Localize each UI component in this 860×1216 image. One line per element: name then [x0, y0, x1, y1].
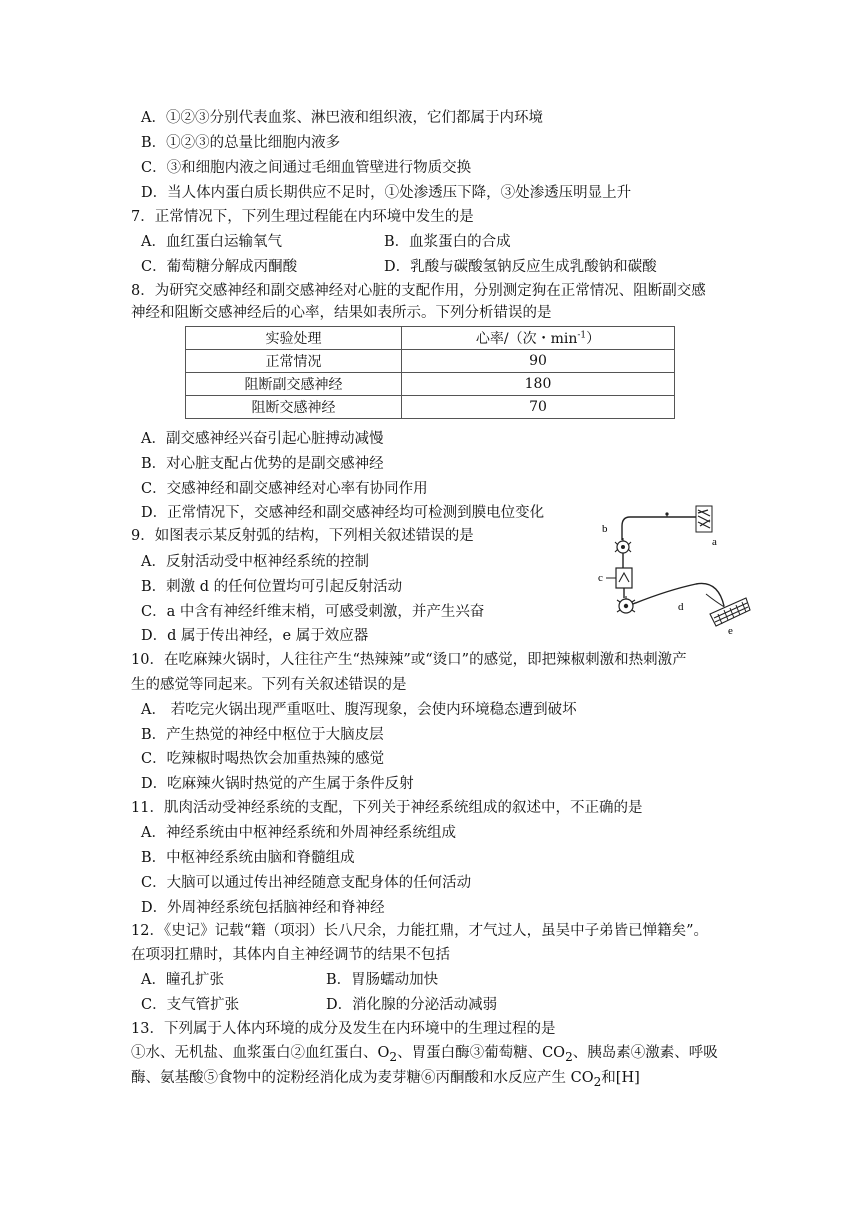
q8-stem-line2: 神经和阻断交感神经后的心率，结果如表所示。下列分析错误的是 [131, 305, 552, 321]
q6-option-a: A．①②③分别代表血浆、淋巴液和组织液，它们都属于内环境 [141, 110, 543, 126]
table-header-treatment: 实验处理 [186, 327, 402, 350]
q10-stem-line1: 10．在吃麻辣火锅时，人往往产生“热辣辣”或“烫口”的感觉，即把辣椒刺激和热刺激产 [131, 652, 687, 668]
q6-option-b: B．①②③的总量比细胞内液多 [141, 135, 341, 151]
table-cell: 阻断交感神经 [186, 396, 402, 419]
q11-option-d: D．外周神经系统包括脑神经和脊神经 [141, 900, 385, 916]
q9-option-c: C．a 中含有神经纤维末梢，可感受刺激，并产生兴奋 [141, 604, 485, 620]
reflex-arc-diagram [598, 502, 758, 642]
label-a: a [712, 536, 717, 548]
q6-option-c: C．③和细胞内液之间通过毛细血管壁进行物质交换 [141, 160, 472, 176]
effector-e [710, 598, 750, 626]
q7-option-c: C．葡萄糖分解成丙酮酸 [141, 259, 298, 275]
q12-option-a: A．瞳孔扩张 [141, 972, 224, 988]
q9-option-a: A．反射活动受中枢神经系统的控制 [141, 554, 369, 570]
q12-stem-line1: 12．《史记》记载“籍（项羽）长八尺余，力能扛鼎，才气过人，虽吴中子弟皆已惮籍矣”。 [131, 923, 709, 939]
q10-stem-line2: 生的感觉等同起来。下列有关叙述错误的是 [131, 677, 407, 693]
table-cell: 正常情况 [186, 350, 402, 373]
table-cell: 180 [402, 373, 675, 396]
q10-option-b: B．产生热觉的神经中枢位于大脑皮层 [141, 727, 384, 743]
q10-option-d: D．吃麻辣火锅时热觉的产生属于条件反射 [141, 776, 414, 792]
q8-option-b: B．对心脏支配占优势的是副交感神经 [141, 456, 384, 472]
table-cell: 90 [402, 350, 675, 373]
q12-option-c: C．支气管扩张 [141, 997, 240, 1013]
table-row [186, 373, 675, 396]
heart-rate-table [185, 326, 675, 419]
q7-stem: 7．正常情况下，下列生理过程能在内环境中发生的是 [131, 209, 474, 225]
table-cell: 70 [402, 396, 675, 419]
q11-option-a: A．神经系统由中枢神经系统和外周神经系统组成 [141, 825, 456, 841]
q11-option-c: C．大脑可以通过传出神经随意支配身体的任何活动 [141, 875, 472, 891]
q7-option-d: D．乳酸与碳酸氢钠反应生成乳酸钠和碳酸 [384, 259, 657, 275]
label-c: c [598, 572, 603, 584]
table-cell: 阻断副交感神经 [186, 373, 402, 396]
label-b: b [602, 523, 608, 535]
table-header-row [186, 327, 675, 350]
label-e: e [728, 625, 733, 637]
q9-option-b: B．刺激 d 的任何位置均可引起反射活动 [141, 579, 403, 595]
q8-stem-line1: 8．为研究交感神经和副交感神经对心脏的支配作用，分别测定狗在正常情况、阻断副交感 [131, 283, 706, 299]
table-header-heart-rate: 心率/（次・$\min^{-1}$） [402, 327, 675, 350]
q8-option-d: D．正常情况下，交感神经和副交感神经均可检测到膜电位变化 [141, 505, 545, 521]
receptor-a [696, 506, 712, 532]
q6-option-d: D．当人体内蛋白质长期供应不足时，①处渗透压下降，③处渗透压明显上升 [141, 185, 632, 201]
q7-option-b: B．血浆蛋白的合成 [384, 234, 511, 250]
q8-option-a: A．副交感神经兴奋引起心脏搏动减慢 [141, 431, 384, 447]
table-row [186, 396, 675, 419]
ganglion-neuron [615, 538, 631, 553]
q11-stem: 11．肌肉活动受神经系统的支配，下列关于神经系统组成的叙述中，不正确的是 [131, 800, 643, 816]
afferent-nerve-b [622, 517, 696, 540]
q12-option-d: D．消化腺的分泌活动减弱 [326, 997, 498, 1013]
table-row [186, 350, 675, 373]
q13-items-line2: 酶、氨基酸⑤食物中的淀粉经消化成为麦芽糖⑥丙酮酸和水反应产生 $CO_2$和[H] [131, 1070, 640, 1089]
q10-option-a: A． 若吃完火锅出现严重呕吐、腹泻现象，会使内环境稳态遭到破坏 [141, 702, 577, 718]
q12-option-b: B．胃肠蠕动加快 [326, 972, 439, 988]
q7-option-a: A．血红蛋白运输氧气 [141, 234, 282, 250]
label-d: d [678, 601, 684, 613]
q11-option-b: B．中枢神经系统由脑和脊髓组成 [141, 850, 355, 866]
q10-option-c: C．吃辣椒时喝热饮会加重热辣的感觉 [141, 751, 385, 767]
q13-items-line1: ①水、无机盐、血浆蛋白②血红蛋白、$O_2$、胃蛋白酶③葡萄糖、$CO_2$、胰岛素④激素、呼吸 [131, 1045, 718, 1064]
q8-option-c: C．交感神经和副交感神经对心率有协同作用 [141, 481, 428, 497]
motor-neuron [617, 596, 635, 613]
q9-option-d: D．d 属于传出神经，e 属于效应器 [141, 628, 369, 644]
q9-stem: 9．如图表示某反射弧的结构，下列相关叙述错误的是 [131, 528, 474, 544]
q13-stem: 13．下列属于人体内环境的成分及发生在内环境中的生理过程的是 [131, 1021, 556, 1037]
q12-stem-line2: 在项羽扛鼎时，其体内自主神经调节的结果不包括 [131, 947, 450, 963]
nerve-center-c [616, 568, 632, 588]
